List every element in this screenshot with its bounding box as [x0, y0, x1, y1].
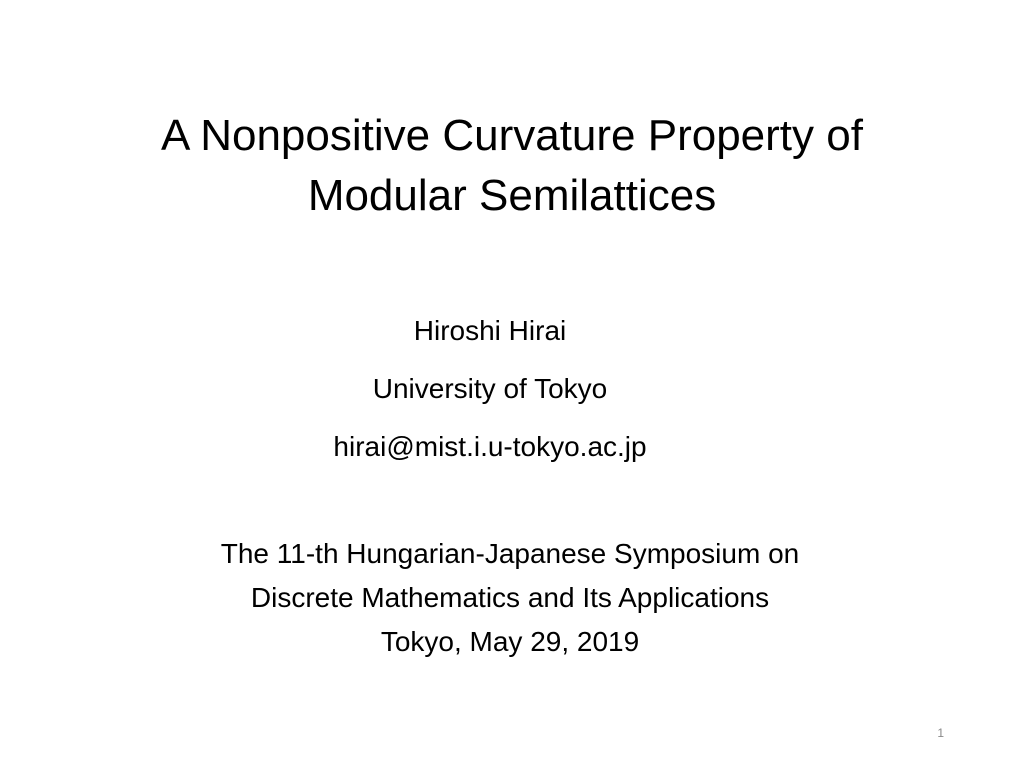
author-block	[190, 302, 790, 476]
venue-date-location: Tokyo, May 29, 2019	[380, 626, 640, 657]
venue-line-2: Discrete Mathematics and Its Applications	[250, 582, 770, 613]
venue-line-1: The 11-th Hungarian-Japanese Symposium on	[220, 538, 800, 569]
author-name: Hiroshi Hirai	[413, 315, 567, 346]
slide-title	[40, 106, 984, 226]
title-line-2: Modular Semilattices	[307, 171, 717, 220]
author-affiliation: University of Tokyo	[372, 373, 608, 404]
slide-number: 1	[937, 726, 944, 740]
venue-block	[70, 532, 950, 664]
author-email: hirai@mist.i.u-tokyo.ac.jp	[333, 431, 647, 462]
title-line-1: A Nonpositive Curvature Property of	[161, 111, 863, 160]
